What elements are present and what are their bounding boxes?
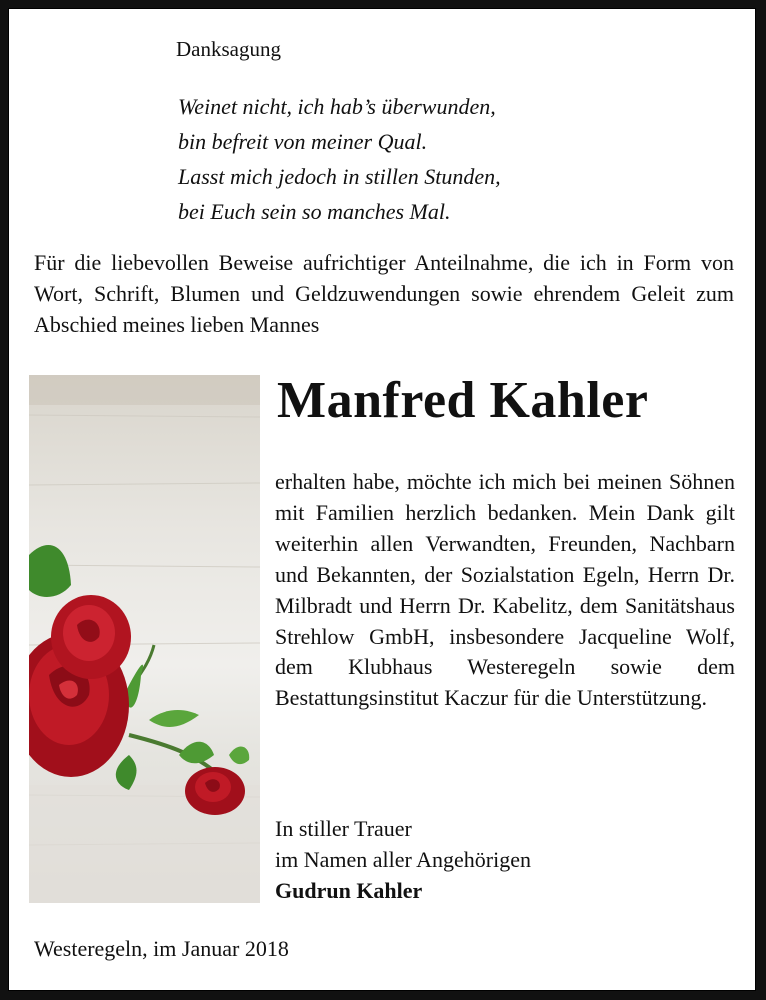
intro-paragraph: Für die liebevollen Beweise aufrichtiger Anteilnahme, die ich in Form von Wort, Schrift, Blumen und Geldzuwendungen sowie ehrendem Geleit zum Abschied meines lieben Mannes: [34, 250, 734, 337]
poem-line: bei Euch sein so manches Mal.: [178, 199, 451, 224]
poem-line: Lasst mich jedoch in stillen Stunden,: [178, 164, 501, 189]
closing-line: In stiller Trauer: [275, 816, 412, 841]
deceased-name: Manfred Kahler: [277, 372, 649, 429]
dateline: Westeregeln, im Januar 2018: [34, 936, 289, 961]
poem: [178, 89, 501, 229]
signer-name: Gudrun Kahler: [275, 878, 423, 903]
roses-illustration: [29, 375, 260, 903]
closing-line: im Namen aller Angehörigen: [275, 847, 531, 872]
obituary-notice: [8, 8, 756, 991]
thanks-paragraph: erhalten habe, möchte ich mich bei meinen Söhnen mit Familien herzlich bedanken. Mein Dank gilt weiterhin allen Verwandten, Freunden, Nachbarn und Bekannten, der Sozialstation Egeln, Herrn Dr. Milbradt und Herrn Dr. Kabelitz, dem Sanitätshaus Strehlow GmbH, insbesondere Jacqueline Wolf, dem Klubhaus Westeregeln sowie dem Bestattungsinstitut Kaczur für die Unterstützung.: [275, 469, 735, 711]
notice-heading: Danksagung: [176, 37, 281, 61]
poem-line: bin befreit von meiner Qual.: [178, 129, 428, 154]
poem-line: Weinet nicht, ich hab’s überwunden,: [178, 94, 496, 119]
red-roses-image: [29, 375, 260, 903]
closing-block: [275, 813, 531, 906]
